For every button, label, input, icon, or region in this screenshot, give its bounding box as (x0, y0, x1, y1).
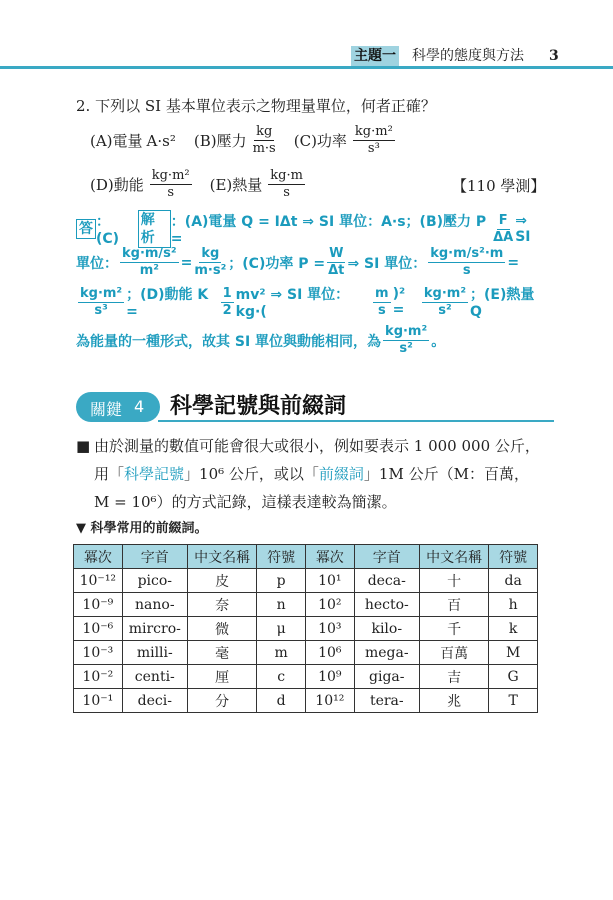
fraction (78, 286, 124, 319)
chapter-title: 科學的態度與方法 (412, 48, 524, 64)
table-cell: d (257, 689, 306, 713)
table-cell: 皮 (187, 569, 256, 593)
option-a-label: (A)電量 (90, 131, 143, 150)
question-options-row1 (90, 124, 397, 157)
fraction-numerator: kg (201, 246, 220, 261)
question-stem: 2. 下列以 SI 基本單位表示之物理量單位，何者正確？ (76, 97, 436, 115)
table-cell: da (489, 569, 538, 593)
fraction-numerator: kg·m/s² (122, 246, 177, 261)
paragraph-text: 」1M 公斤（M：百萬， (363, 465, 529, 483)
option-a-value: A·s² (146, 131, 176, 150)
explanation-pressure-fraction (493, 213, 513, 246)
table-cell: T (489, 689, 538, 713)
table-cell: 10⁻² (74, 665, 123, 689)
fraction-denominator: s² (438, 302, 452, 318)
table-row (74, 593, 538, 617)
option-c-fraction (353, 124, 395, 157)
fraction (422, 286, 468, 319)
paragraph-line-1: 由於測量的數值可能會很大或很小，例如要表示 1 000 000 公斤， (94, 437, 540, 455)
answer-line-1 (76, 210, 546, 248)
option-b-denominator: m·s (252, 141, 276, 156)
explanation-line2-end: = (507, 254, 520, 271)
fraction-numerator: kg·m² (80, 285, 123, 301)
fraction (120, 246, 179, 279)
option-d-label: (D)動能 (90, 175, 144, 194)
table-row (74, 665, 538, 689)
section-title: 科學記號與前綴詞 (170, 394, 347, 419)
table-cell: 10⁻¹ (74, 689, 123, 713)
option-b-fraction (253, 124, 276, 157)
table-cell: 千 (419, 617, 488, 641)
table-cell: deci- (122, 689, 187, 713)
question-options-row2 (90, 168, 307, 201)
explanation-line2-mid2: ⇒ SI 單位： (347, 255, 427, 272)
option-d-fraction (150, 168, 192, 201)
table-header-cell: 冪次 (305, 545, 354, 569)
explanation-line1-end: ⇒ SI (515, 213, 531, 245)
table-header-cell: 字首 (122, 545, 187, 569)
table-caption: ▼ 科學常用的前綴詞。 (76, 521, 208, 536)
table-cell: tera- (354, 689, 419, 713)
explanation-line3-b: mv² ⇒ SI 單位：kg·( (235, 287, 350, 320)
fraction (383, 324, 429, 357)
term-prefix: 前綴詞 (318, 465, 364, 483)
table-cell: 奈 (187, 593, 256, 617)
table-cell: 10² (305, 593, 354, 617)
answer-box: 答 (76, 219, 96, 239)
fraction (428, 246, 505, 279)
fraction-numerator: F (498, 212, 508, 228)
explanation-box: 解析 (138, 210, 171, 248)
option-b-numerator: kg (256, 124, 273, 139)
fraction-numerator: kg·m² (423, 285, 467, 301)
fraction-denominator: 2 (222, 302, 232, 318)
answer-line-3 (76, 284, 546, 320)
explanation-line3-c: )² = (392, 286, 406, 318)
table-cell: centi- (122, 665, 187, 689)
table-cell: h (489, 593, 538, 617)
explanation-line2-start: 單位： (76, 255, 118, 272)
table-header-cell: 中文名稱 (419, 545, 488, 569)
fraction-denominator: ΔA (493, 229, 514, 245)
term-scientific-notation: 科學記號 (124, 465, 185, 483)
table-header-cell: 冪次 (74, 545, 123, 569)
table-cell: k (489, 617, 538, 641)
table-cell: 厘 (187, 665, 256, 689)
table-header-cell: 符號 (489, 545, 538, 569)
table-row (74, 617, 538, 641)
answer-line-2 (76, 246, 546, 279)
table-cell: 10¹² (305, 689, 354, 713)
chapter-tag: 主題一 (351, 46, 399, 66)
table-cell: milli- (122, 641, 187, 665)
section-badge-word: 關鍵 (90, 400, 123, 419)
table-cell: kilo- (354, 617, 419, 641)
option-e-numerator: kg·m (270, 168, 303, 183)
fraction-denominator: Δt (328, 263, 345, 278)
fraction-numerator: 1 (222, 285, 232, 301)
table-cell: 十 (419, 569, 488, 593)
table-cell: 10⁻¹² (74, 569, 123, 593)
explanation-line3-a: ；(D)動能 K = (126, 287, 209, 320)
table-cell: m (257, 641, 306, 665)
option-c-label: (C)功率 (293, 131, 347, 150)
table-cell: M (489, 641, 538, 665)
fraction (221, 286, 234, 319)
table-cell: 10⁶ (305, 641, 354, 665)
paragraph-text: 用「 (94, 465, 125, 483)
fraction-denominator: s (462, 263, 471, 278)
explanation-line2-mid: ；(C)功率 P = (228, 255, 326, 272)
table-cell: 10¹ (305, 569, 354, 593)
fraction-denominator: m² (139, 263, 159, 278)
header-rule (0, 66, 613, 69)
page-number: 3 (549, 48, 559, 64)
table-cell: hecto- (354, 593, 419, 617)
explanation-line1: ：(A)電量 Q = IΔt ⇒ SI 單位：A·s；(B)壓力 P = (170, 214, 487, 247)
answer-value: ：(C) (96, 214, 120, 247)
table-cell: 10³ (305, 617, 354, 641)
table-cell: 10⁻³ (74, 641, 123, 665)
table-cell: giga- (354, 665, 419, 689)
table-cell: 微 (187, 617, 256, 641)
bullet-icon: ■ (76, 437, 91, 455)
paragraph-text: 」10⁶ 公斤，或以「 (184, 465, 319, 483)
table-cell: mircro- (122, 617, 187, 641)
option-e-label: (E)熱量 (209, 175, 263, 194)
table-cell: 分 (187, 689, 256, 713)
option-d-numerator: kg·m² (151, 168, 190, 183)
answer-line-4 (76, 324, 546, 357)
fraction-denominator: s² (399, 341, 413, 356)
table-cell: 毫 (187, 641, 256, 665)
option-d-denominator: s (167, 185, 174, 200)
table-row (74, 569, 538, 593)
table-cell: 10⁻⁶ (74, 617, 123, 641)
section-badge (76, 392, 160, 422)
table-cell: pico- (122, 569, 187, 593)
option-e-fraction (268, 168, 305, 201)
table-cell: c (257, 665, 306, 689)
table-cell: mega- (354, 641, 419, 665)
table-header-cell: 中文名稱 (187, 545, 256, 569)
explanation-line4: 為能量的一種形式，故其 SI 單位與動能相同，為 (76, 333, 382, 350)
explanation-line3-d: ；(E)熱量 Q (470, 287, 535, 320)
question-source: 【110 學測】 (452, 177, 546, 195)
fraction-denominator: s³ (94, 302, 108, 318)
section-badge-number: 4 (134, 397, 145, 416)
option-b-label: (B)壓力 (193, 131, 247, 150)
table-cell: G (489, 665, 538, 689)
table-header-cell: 字首 (354, 545, 419, 569)
table-cell: 百萬 (419, 641, 488, 665)
explanation-line4-end: 。 (431, 333, 446, 350)
table-cell: μ (257, 617, 306, 641)
table-cell: n (257, 593, 306, 617)
equals-sign: = (180, 254, 193, 271)
fraction-numerator: kg·m² (385, 324, 428, 339)
option-c-denominator: s³ (367, 141, 380, 156)
fraction (327, 246, 345, 279)
table-header-row (74, 545, 538, 569)
fraction-numerator: m (375, 285, 389, 301)
table-cell: 吉 (419, 665, 488, 689)
paragraph-line-2 (94, 460, 529, 488)
fraction-denominator: s (377, 302, 386, 318)
table-cell: p (257, 569, 306, 593)
fraction-numerator: kg·m/s²·m (430, 246, 504, 261)
table-cell: 10⁻⁹ (74, 593, 123, 617)
table-cell: nano- (122, 593, 187, 617)
fraction (373, 286, 391, 319)
option-e-denominator: s (283, 185, 290, 200)
table-cell: 10⁹ (305, 665, 354, 689)
fraction (194, 246, 226, 279)
fraction-denominator: m·s² (194, 263, 227, 278)
prefix-table (73, 544, 538, 713)
paragraph-line-3: M = 10⁶）的方式記錄，這樣表達較為簡潔。 (94, 493, 397, 511)
fraction-numerator: W (329, 246, 344, 261)
table-header-cell: 符號 (257, 545, 306, 569)
table-row (74, 641, 538, 665)
table-cell: deca- (354, 569, 419, 593)
table-cell: 兆 (419, 689, 488, 713)
table-row (74, 689, 538, 713)
table-cell: 百 (419, 593, 488, 617)
option-c-numerator: kg·m² (354, 124, 393, 139)
